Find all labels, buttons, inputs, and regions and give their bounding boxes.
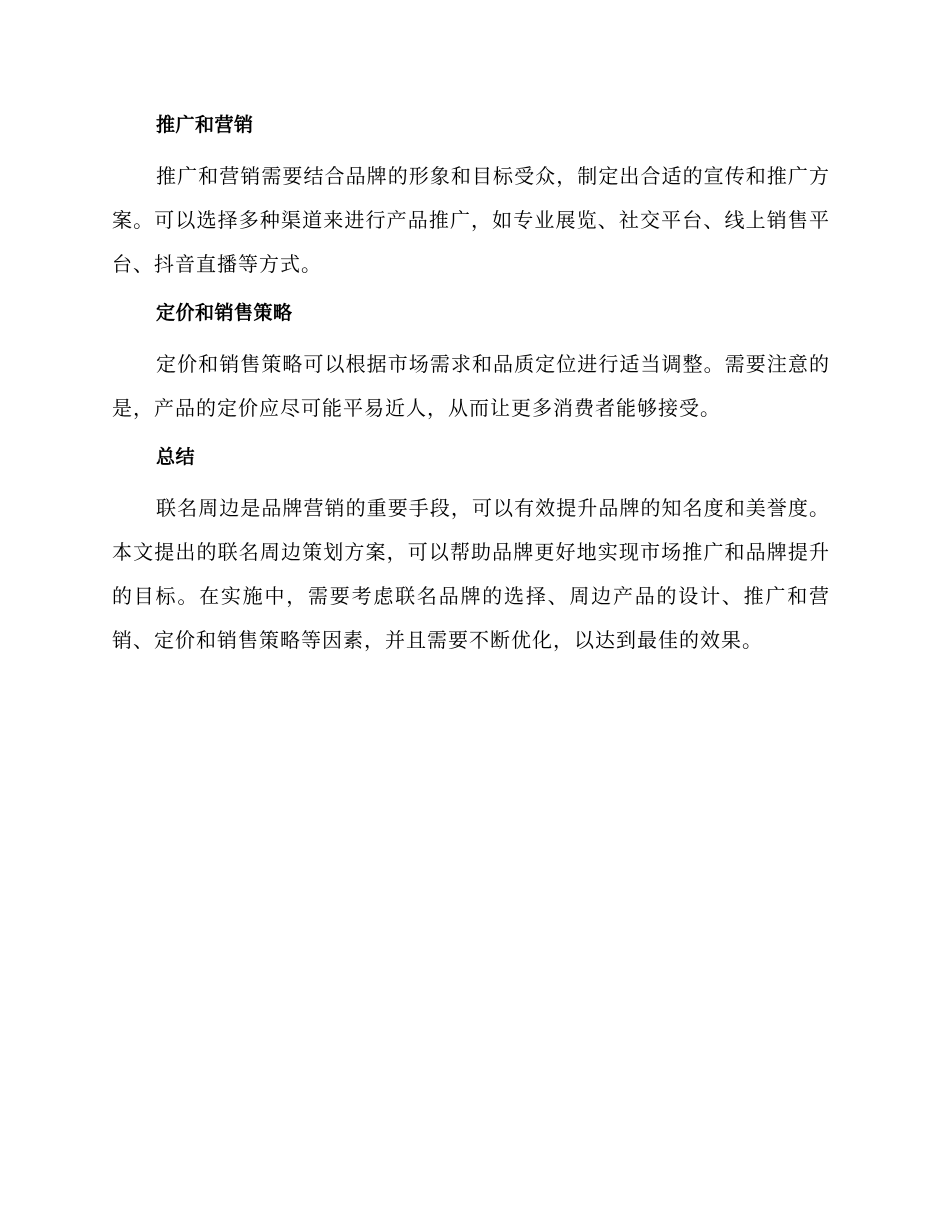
section-paragraph: 联名周边是品牌营销的重要手段，可以有效提升品牌的知名度和美誉度。本文提出的联名周边策划方案，可以帮助品牌更好地实现市场推广和品牌提升的目标。在实施中，需要考虑联名品牌的选择、周边产品的设计、推广和营销、定价和销售策略等因素，并且需要不断优化，以达到最佳的效果。 <box>112 496 830 652</box>
section-pricing <box>112 298 830 430</box>
section-promotion <box>112 110 830 286</box>
section-heading: 推广和营销 <box>156 114 254 136</box>
section-paragraph: 推广和营销需要结合品牌的形象和目标受众，制定出合适的宣传和推广方案。可以选择多种渠道来进行产品推广，如专业展览、社交平台、线上销售平台、抖音直播等方式。 <box>112 164 830 276</box>
section-heading: 定价和销售策略 <box>156 302 293 324</box>
section-heading: 总结 <box>156 446 196 468</box>
section-paragraph: 定价和销售策略可以根据市场需求和品质定位进行适当调整。需要注意的是，产品的定价应尽可能平易近人，从而让更多消费者能够接受。 <box>112 352 830 420</box>
section-summary <box>112 442 830 662</box>
